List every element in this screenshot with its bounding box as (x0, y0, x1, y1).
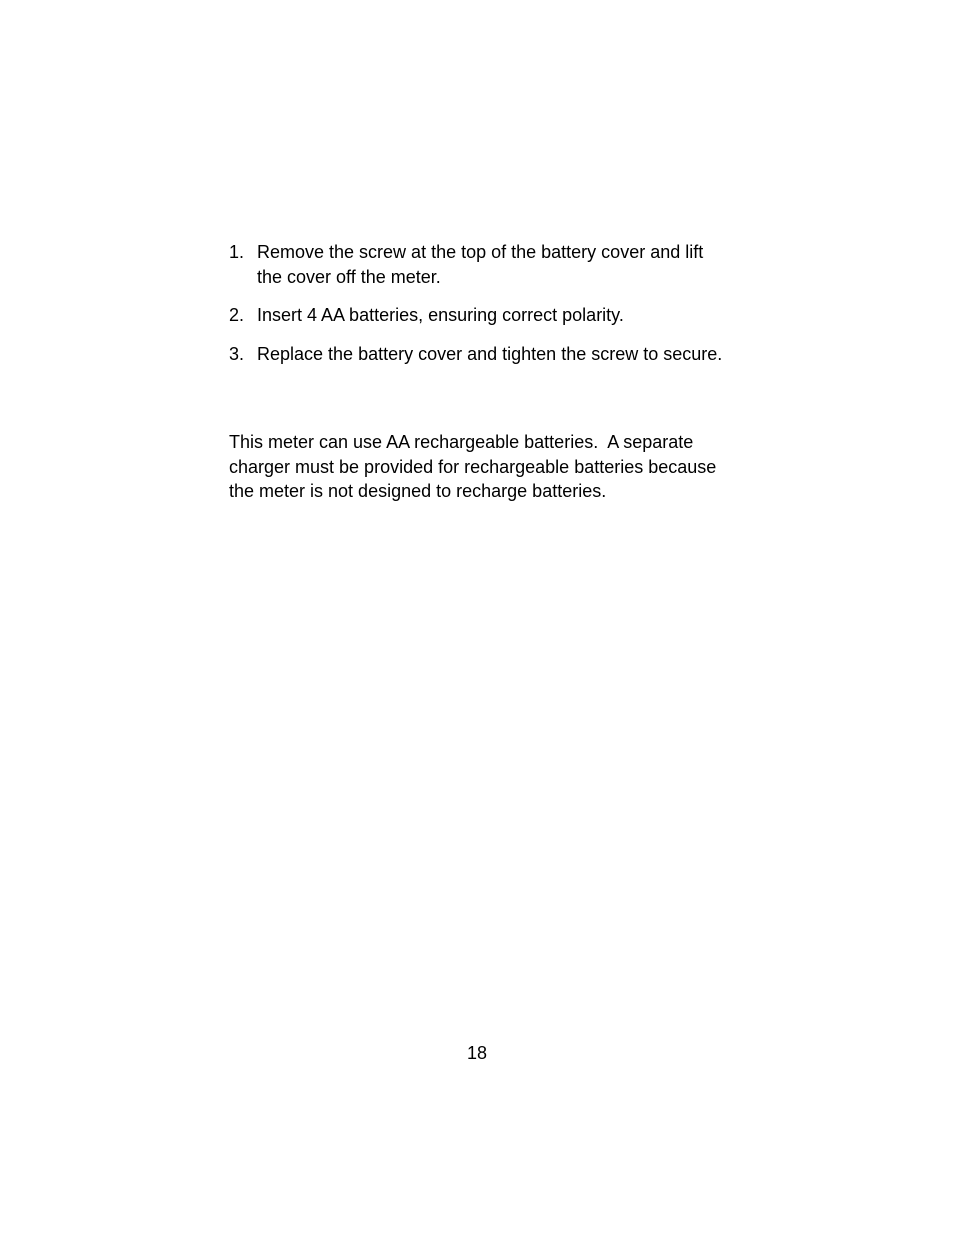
step-text: Remove the screw at the top of the battery cover and lift the cover off the meter. (257, 242, 704, 287)
step-item (229, 240, 729, 289)
step-item (229, 303, 729, 328)
step-text: Insert 4 AA batteries, ensuring correct polarity. (257, 305, 624, 325)
battery-install-steps (229, 240, 729, 380)
step-text: Replace the battery cover and tighten the screw to secure. (257, 343, 723, 364)
rechargeable-battery-note: This meter can use AA rechargeable batteries. A separate charger must be provided for rechargeable batteries because the meter is not designed to recharge batteries. (229, 432, 722, 501)
step-number: 1. (229, 242, 245, 262)
step-number: 3. (229, 343, 245, 364)
page-number: 18 (466, 1043, 488, 1063)
step-item (229, 342, 729, 367)
step-number: 2. (229, 305, 245, 325)
